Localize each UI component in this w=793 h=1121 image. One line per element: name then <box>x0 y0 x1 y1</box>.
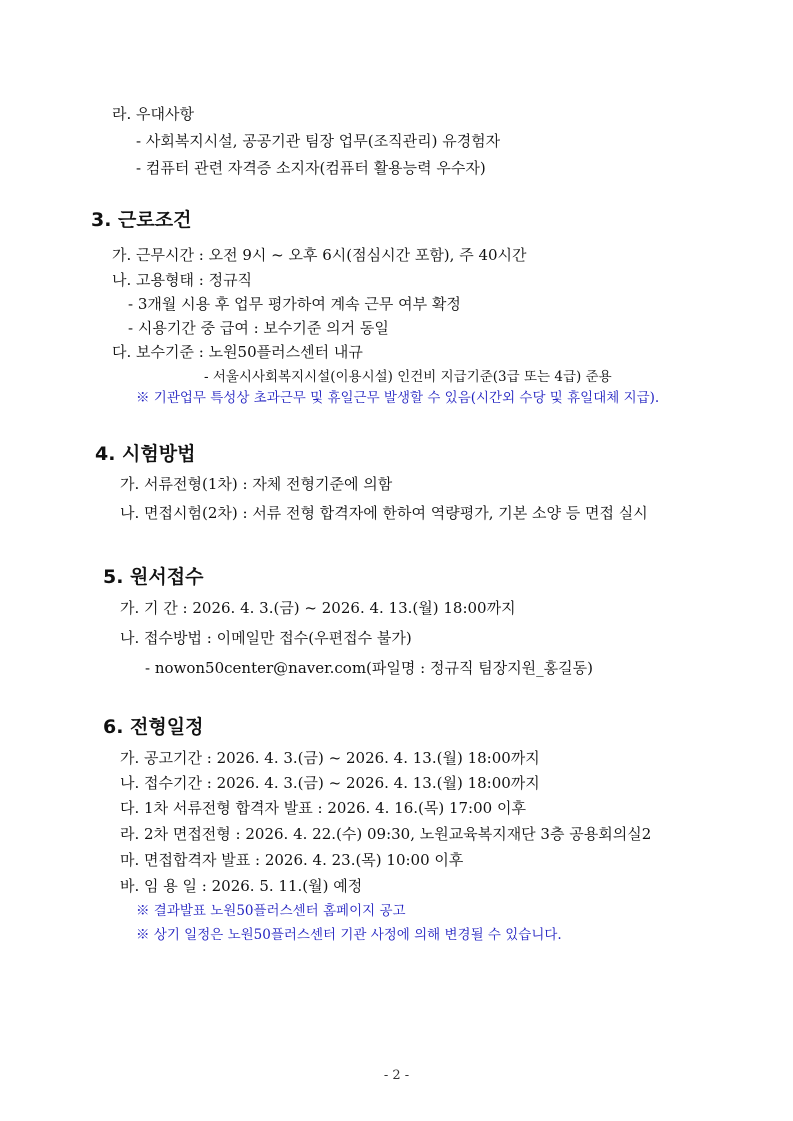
employment-item-2: - 시용기간 중 급여 : 보수기준 의거 동일 <box>128 319 389 337</box>
salary-standard-item: - 서울시사회복지시설(이용시설) 인건비 지급기준(3급 또는 4급) 준용 <box>204 369 612 385</box>
employment-item-1: - 3개월 시용 후 업무 평가하여 계속 근무 여부 확정 <box>128 295 461 313</box>
salary-standard: 다. 보수기준 : 노원50플러스센터 내규 <box>112 343 363 361</box>
overtime-note: ※ 기관업무 특성상 초과근무 및 휴일근무 발생할 수 있음(시간외 수당 및 휴일대체 지급). <box>136 390 660 406</box>
page-number: - 2 - <box>383 1068 410 1083</box>
work-hours: 가. 근무시간 : 오전 9시 ~ 오후 6시(점심시간 포함), 주 40시간 <box>112 246 527 264</box>
application-email: - nowon50center@naver.com(파일명 : 정규직 팀장지원_홍길동) <box>145 659 593 677</box>
application-method: 나. 접수방법 : 이메일만 접수(우편접수 불가) <box>120 629 412 647</box>
schedule-item: 바. 임 용 일 : 2026. 5. 11.(월) 예정 <box>120 877 363 895</box>
result-announcement-note: ※ 결과발표 노원50플러스센터 홈페이지 공고 <box>136 903 406 919</box>
preference-title: 라. 우대사항 <box>112 105 194 123</box>
section-5-heading: 5. 원서접수 <box>103 566 204 588</box>
schedule-item: 가. 공고기간 : 2026. 4. 3.(금) ~ 2026. 4. 13.(월) 18:00까지 <box>120 749 540 767</box>
preference-item-2: - 컴퓨터 관련 자격증 소지자(컴퓨터 활용능력 우수자) <box>136 159 486 177</box>
schedule-item: 라. 2차 면접전형 : 2026. 4. 22.(수) 09:30, 노원교육복지재단 3층 공용회의실2 <box>120 825 652 843</box>
schedule-change-note: ※ 상기 일정은 노원50플러스센터 기관 사정에 의해 변경될 수 있습니다. <box>136 927 562 943</box>
section-3-heading: 3. 근로조건 <box>91 209 192 231</box>
preference-item-1: - 사회복지시설, 공공기관 팀장 업무(조직관리) 유경험자 <box>136 132 501 150</box>
schedule-item: 나. 접수기간 : 2026. 4. 3.(금) ~ 2026. 4. 13.(월) 18:00까지 <box>120 774 540 792</box>
document-screening: 가. 서류전형(1차) : 자체 전형기준에 의함 <box>120 475 393 493</box>
employment-type: 나. 고용형태 : 정규직 <box>112 271 253 289</box>
schedule-item: 마. 면접합격자 발표 : 2026. 4. 23.(목) 10:00 이후 <box>120 851 464 869</box>
section-4-heading: 4. 시험방법 <box>95 443 196 465</box>
section-6-heading: 6. 전형일정 <box>103 716 204 738</box>
application-period: 가. 기 간 : 2026. 4. 3.(금) ~ 2026. 4. 13.(월) 18:00까지 <box>120 599 516 617</box>
interview-exam: 나. 면접시험(2차) : 서류 전형 합격자에 한하여 역량평가, 기본 소양 등 면접 실시 <box>120 504 648 522</box>
schedule-item: 다. 1차 서류전형 합격자 발표 : 2026. 4. 16.(목) 17:00 이후 <box>120 799 526 817</box>
